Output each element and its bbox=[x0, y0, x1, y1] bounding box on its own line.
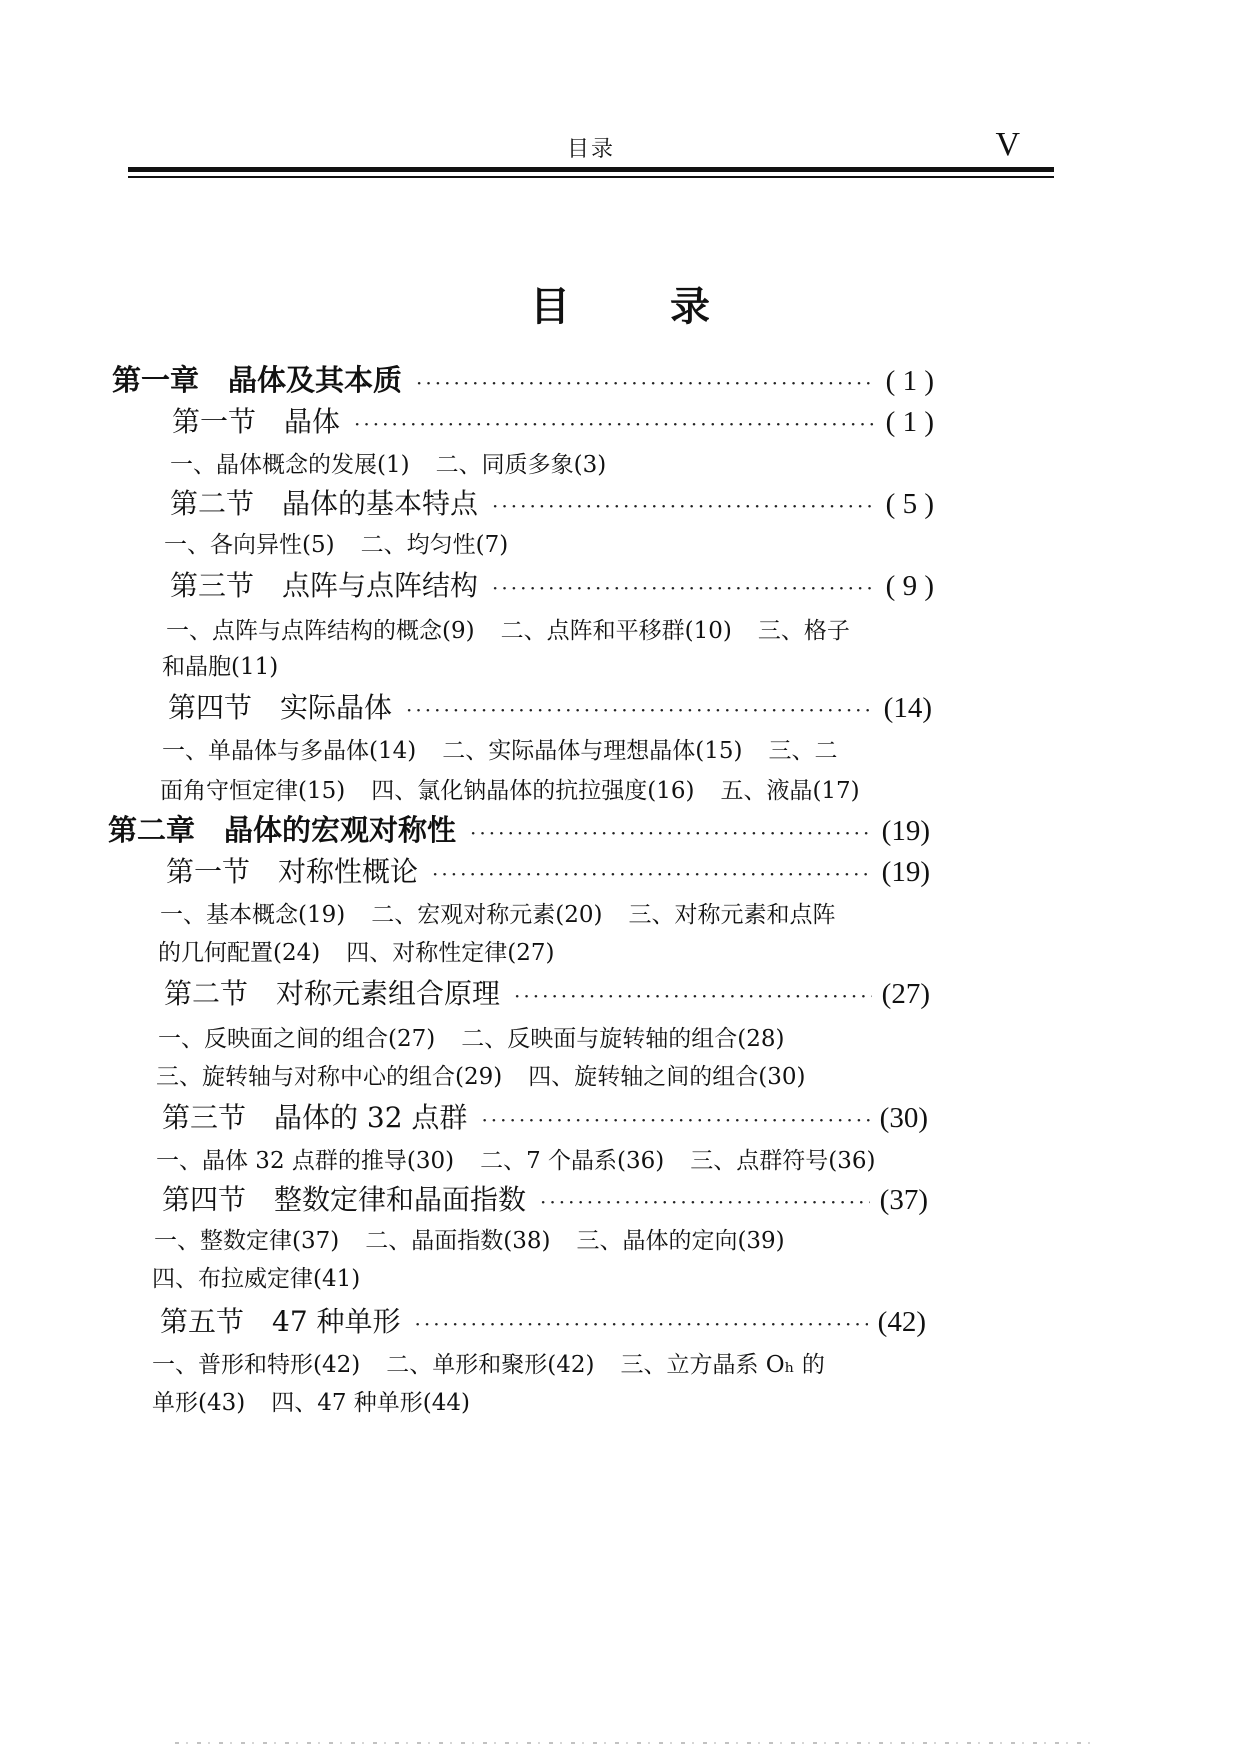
dot-leader bbox=[492, 576, 876, 600]
toc-entry-label: 第二章 晶体的宏观对称性 bbox=[108, 813, 457, 847]
toc-entry-label: 第五节 47 种单形 bbox=[160, 1305, 401, 1338]
toc-subtopic: 二、7 个晶系(36) bbox=[480, 1148, 665, 1174]
toc-entry-label: 第一章 晶体及其本质 bbox=[112, 363, 403, 397]
toc-subtopic: 四、氯化钠晶体的抗拉强度(16) bbox=[371, 778, 695, 804]
toc-subtopics bbox=[154, 1222, 811, 1255]
toc-subtopic: 单形(43) bbox=[152, 1390, 246, 1416]
toc-subtopic: 二、晶面指数(38) bbox=[365, 1228, 551, 1254]
toc-subtopic: 三、晶体的定向(39) bbox=[576, 1228, 785, 1254]
toc-entry-page: (19) bbox=[881, 815, 930, 847]
toc-subtopic: 三、二 bbox=[768, 738, 838, 764]
toc-entry-label: 第一节 对称性概论 bbox=[166, 855, 419, 888]
toc-subtopics bbox=[164, 526, 534, 559]
toc-chapter-2[interactable] bbox=[108, 808, 930, 849]
toc-subtopic: 的几何配置(24) bbox=[158, 940, 321, 966]
toc-entry-page: (37) bbox=[879, 1184, 928, 1216]
dot-leader bbox=[406, 698, 874, 722]
toc-entry-label: 第二节 对称元素组合原理 bbox=[164, 977, 501, 1010]
toc-subtopic: 二、单形和聚形(42) bbox=[386, 1352, 595, 1378]
toc-subtopics bbox=[158, 934, 580, 967]
dot-leader bbox=[354, 412, 876, 436]
toc-subtopic: 二、实际晶体与理想晶体(15) bbox=[442, 738, 743, 764]
toc-subtopics bbox=[152, 1260, 386, 1293]
toc-subtopic: 四、布拉威定律(41) bbox=[152, 1266, 361, 1292]
toc-subtopic: 一、反映面之间的组合(27) bbox=[158, 1026, 436, 1052]
toc-section-1-2[interactable] bbox=[170, 482, 934, 522]
toc-chapter-1[interactable] bbox=[112, 358, 934, 399]
toc-entry-page: (27) bbox=[881, 978, 930, 1010]
toc-section-2-4[interactable] bbox=[162, 1178, 928, 1218]
toc-entry-label: 第一节 晶体 bbox=[172, 405, 341, 438]
toc-subtopic: 三、立方晶系 Oₕ 的 bbox=[620, 1352, 825, 1378]
toc-entry-label: 第四节 整数定律和晶面指数 bbox=[162, 1183, 527, 1216]
toc-section-2-2[interactable] bbox=[164, 972, 930, 1012]
page-title-first-char: 目 bbox=[530, 284, 570, 330]
toc-subtopic: 面角守恒定律(15) bbox=[160, 778, 346, 804]
page-title bbox=[0, 275, 1240, 332]
toc-entry-page: ( 5 ) bbox=[885, 488, 934, 520]
toc-subtopic: 一、点阵与点阵结构的概念(9) bbox=[166, 618, 475, 644]
dot-leader bbox=[514, 984, 872, 1008]
toc-entry-label: 第三节 点阵与点阵结构 bbox=[170, 569, 479, 602]
running-head bbox=[128, 126, 1054, 166]
toc-section-2-5[interactable] bbox=[160, 1300, 926, 1340]
scan-footer-noise bbox=[175, 1742, 1095, 1744]
toc-subtopic: 一、晶体概念的发展(1) bbox=[170, 452, 410, 478]
toc-subtopic: 四、旋转轴之间的组合(30) bbox=[528, 1064, 806, 1090]
toc-entry-page: (14) bbox=[883, 692, 932, 724]
toc-subtopics bbox=[152, 1384, 496, 1417]
toc-subtopic: 一、各向异性(5) bbox=[164, 532, 335, 558]
toc-subtopics bbox=[158, 1020, 810, 1053]
toc-subtopics bbox=[152, 1346, 851, 1379]
toc-subtopic: 一、基本概念(19) bbox=[160, 902, 346, 928]
toc-subtopic: 二、点阵和平移群(10) bbox=[500, 618, 732, 644]
toc-subtopic: 一、整数定律(37) bbox=[154, 1228, 340, 1254]
dot-leader bbox=[415, 1312, 868, 1336]
toc-subtopic: 二、宏观对称元素(20) bbox=[371, 902, 603, 928]
toc-subtopic: 一、普形和特形(42) bbox=[152, 1352, 361, 1378]
toc-subtopics bbox=[162, 648, 304, 681]
toc-subtopic: 三、对称元素和点阵 bbox=[628, 902, 836, 928]
toc-entry-label: 第二节 晶体的基本特点 bbox=[170, 487, 479, 520]
toc-subtopic: 三、点群符号(36) bbox=[690, 1148, 876, 1174]
toc-subtopics bbox=[160, 896, 861, 929]
toc-section-2-1[interactable] bbox=[166, 850, 930, 890]
page-number-roman: V bbox=[995, 126, 1020, 163]
toc-entry-page: (42) bbox=[877, 1306, 926, 1338]
toc-section-1-3[interactable] bbox=[170, 564, 934, 604]
toc-entry-label: 第三节 晶体的 32 点群 bbox=[162, 1101, 468, 1134]
dot-leader bbox=[470, 821, 872, 845]
toc-subtopics bbox=[160, 772, 886, 805]
toc-section-2-3[interactable] bbox=[162, 1096, 928, 1136]
toc-subtopic: 一、单晶体与多晶体(14) bbox=[162, 738, 417, 764]
toc-subtopics bbox=[162, 732, 863, 765]
running-head-title: 目录 bbox=[566, 137, 615, 162]
toc-subtopic: 二、均匀性(7) bbox=[360, 532, 509, 558]
toc-subtopic: 一、晶体 32 点群的推导(30) bbox=[156, 1148, 455, 1174]
toc-subtopic: 四、47 种单形(44) bbox=[271, 1390, 471, 1416]
toc-subtopics bbox=[170, 446, 632, 479]
toc-subtopic: 二、反映面与旋转轴的组合(28) bbox=[461, 1026, 785, 1052]
dot-leader bbox=[492, 494, 876, 518]
header-rule-thick bbox=[128, 167, 1054, 172]
toc-entry-label: 第四节 实际晶体 bbox=[168, 691, 393, 724]
toc-section-1-1[interactable] bbox=[172, 400, 934, 440]
page-title-second-char: 录 bbox=[670, 284, 710, 330]
toc-entry-page: ( 1 ) bbox=[885, 406, 934, 438]
toc-entry-page: ( 1 ) bbox=[885, 365, 934, 397]
dot-leader bbox=[481, 1108, 869, 1132]
toc-subtopic: 三、旋转轴与对称中心的组合(29) bbox=[156, 1064, 503, 1090]
dot-leader bbox=[432, 862, 872, 886]
toc-subtopic: 三、格子 bbox=[757, 618, 850, 644]
toc-subtopics bbox=[166, 612, 876, 645]
toc-entry-page: (19) bbox=[881, 856, 930, 888]
toc-subtopics bbox=[156, 1058, 831, 1091]
toc-entry-page: (30) bbox=[879, 1102, 928, 1134]
header-rule-thin bbox=[128, 176, 1054, 178]
toc-subtopic: 和晶胞(11) bbox=[162, 654, 279, 680]
toc-entry-page: ( 9 ) bbox=[885, 570, 934, 602]
toc-subtopics bbox=[156, 1142, 902, 1175]
toc-section-1-4[interactable] bbox=[168, 686, 932, 726]
toc-subtopic: 五、液晶(17) bbox=[720, 778, 860, 804]
dot-leader bbox=[416, 371, 876, 395]
dot-leader bbox=[540, 1190, 870, 1214]
toc-subtopic: 四、对称性定律(27) bbox=[346, 940, 555, 966]
toc-subtopic: 二、同质多象(3) bbox=[435, 452, 607, 478]
